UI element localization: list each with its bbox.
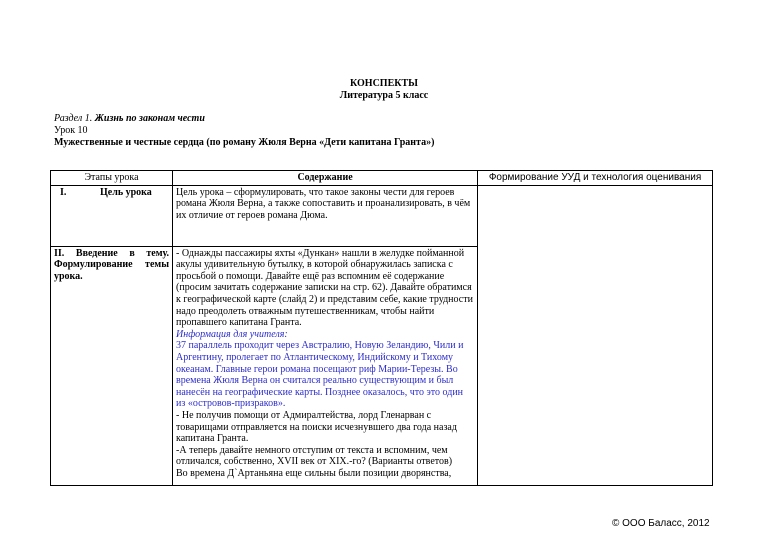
stage-name: II. Введение в тему. Формулирование темы урока. xyxy=(54,247,170,282)
table-row xyxy=(51,185,713,246)
uud-cell xyxy=(478,185,713,485)
paragraph: - Не получив помощи от Адмиралтейства, лорд Гленарван с товарищами отправляется на поиски исчезнувшего два года назад капитана Гранта. xyxy=(176,409,457,445)
copyright-footer: © ООО Баласс, 2012 xyxy=(612,518,710,529)
paragraph: - Однажды пассажиры яхты «Дункан» нашли в желудке пойманной акулы удивительную бутылку, в которой обнаружилась записка с просьбой о помощи. Давайте ещё раз вспомним её содержание (просим зачитать содержание записки на стр. 62). Давайте обратимся к географической карте (слайд 2) и представим себе, какие трудности надо преодолеть отважным путешественникам, чтобы найти пропавшего капитана Гранта. xyxy=(176,247,473,329)
stage-number: I. xyxy=(60,186,67,198)
stage-name: Цель урока xyxy=(100,186,152,198)
col-header-content: Содержание xyxy=(173,171,478,186)
content-cell xyxy=(173,246,478,485)
teacher-info-label: Информация для учителя: xyxy=(176,328,288,340)
lesson-topic: Мужественные и честные сердца (по роману Жюля Верна «Дети капитана Гранта») xyxy=(54,137,435,148)
lesson-table xyxy=(50,170,713,486)
paragraph: -А теперь давайте немного отступим от текста и вспомним, чем отличался, собственно, XVII век от XIX.-го? (Варианты ответов) xyxy=(176,444,453,468)
doc-subtitle: Литература 5 класс xyxy=(339,90,429,101)
table-header-row xyxy=(51,171,713,186)
content-cell xyxy=(173,185,478,246)
section-line xyxy=(54,113,205,125)
doc-title: КОНСПЕКТЫ xyxy=(350,78,418,89)
stage-cell xyxy=(51,246,173,485)
paragraph: Во времена Д`Артаньяна еще сильны были позиции дворянства, xyxy=(176,467,452,479)
col-header-uud: Формирование УУД и технология оценивания xyxy=(478,171,713,186)
col-header-stages: Этапы урока xyxy=(51,171,173,186)
lesson-number: Урок 10 xyxy=(54,125,88,136)
section-prefix: Раздел 1. xyxy=(54,113,95,124)
stage-cell xyxy=(51,185,173,246)
goal-text: Цель урока – сформулировать, что такое законы чести для героев романа Жюля Верна, а также сопоставить и проанализировать, в чём их отличие от героев романа Дюма. xyxy=(176,186,471,221)
teacher-info-text: 37 параллель проходит через Австралию, Новую Зеландию, Чили и Аргентину, пролегает по Атлантическому, Индийскому и Тихому океанам. Главные герои романа посещают риф Марии-Терезы. Во времена Жюля Верна он считался реально существующим и был нанесён на географические карты. Позднее оказалось, что это один из «островов-призраков». xyxy=(176,340,464,410)
section-name: Жизнь по законам чести xyxy=(94,113,205,124)
